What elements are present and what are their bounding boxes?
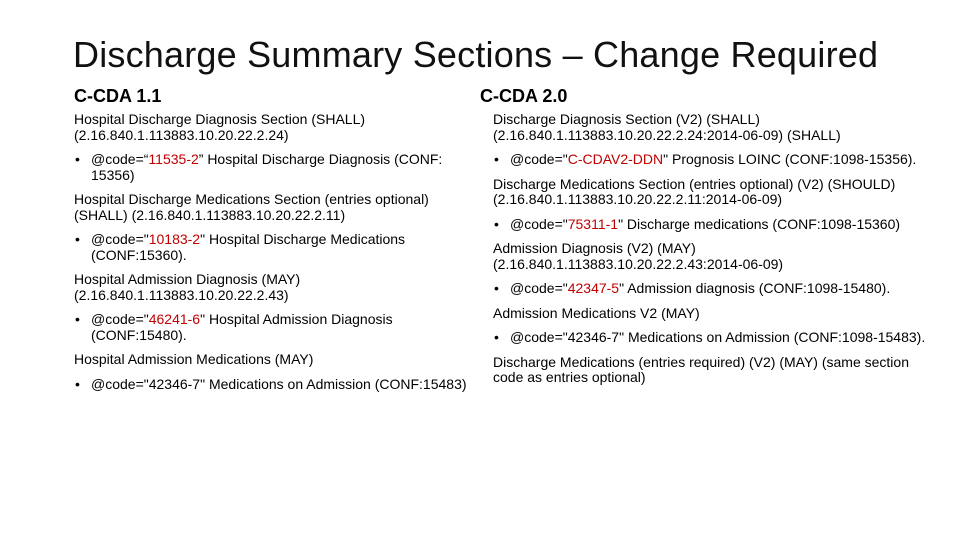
section-title: Hospital Admission Medications (MAY) [74, 351, 314, 367]
loinc-code: 75311-1 [567, 215, 619, 232]
bullet-text-post: " Hospital Admission Diagnosis (CONF:15480). [91, 311, 393, 343]
bullet-text-pre: @code="42346-7" Medications on Admission (CONF:15483) [91, 375, 467, 392]
section-title: Admission Medications V2 (MAY) [493, 304, 700, 321]
section-title: Hospital Admission Diagnosis (MAY) (2.16.840.1.113883.10.20.22.2.43) [74, 271, 301, 303]
bullet-icon: • [75, 151, 80, 167]
section-title: Hospital Discharge Medications Section (entries optional) (SHALL) (2.16.840.1.113883.10.20.22.2.11) [74, 191, 429, 223]
slide-title: Discharge Summary Sections – Change Required [73, 34, 879, 75]
bullet-text-pre: @code=" [91, 231, 149, 247]
bullet-icon: • [494, 280, 499, 296]
code-bullet [493, 217, 933, 233]
section-title: Discharge Medications Section (entries optional) (V2) (SHOULD) (2.16.840.1.113883.10.20.22.2.11:2014-06-09) [493, 175, 896, 207]
bullet-text-pre: @code=" [510, 280, 568, 296]
bullet-icon: • [75, 231, 80, 247]
code-bullet [74, 232, 474, 263]
section-title: Discharge Medications (entries required) (V2) (MAY) (same section code as entries optional) [493, 353, 909, 385]
section-title: Hospital Discharge Diagnosis Section (SHALL) (2.16.840.1.113883.10.20.22.2.24) [74, 111, 366, 143]
bullet-icon: • [494, 151, 499, 167]
section-title: Discharge Diagnosis Section (V2) (SHALL) (2.16.840.1.113883.10.20.22.2.24:2014-06-09) (SHALL) [493, 111, 841, 143]
loinc-code: 10183-2 [148, 231, 201, 247]
bullet-text-post: " Prognosis LOINC (CONF:1098-15356). [663, 151, 917, 167]
bullet-icon: • [494, 329, 499, 345]
code-bullet [493, 330, 933, 346]
section-title: Admission Diagnosis (V2) (MAY) (2.16.840.1.113883.10.20.22.2.43:2014-06-09) [493, 240, 784, 272]
loinc-code: 11535-2 [148, 151, 199, 167]
bullet-text-post: " Discharge medications (CONF:1098-15360) [618, 215, 901, 232]
loinc-code: 46241-6 [148, 311, 201, 327]
bullet-icon: • [494, 215, 499, 232]
bullet-text-pre: @code=" [91, 311, 149, 327]
bullet-text-pre: @code=" [510, 215, 568, 232]
bullet-text-pre: @code=" [510, 151, 568, 167]
left-column-heading: C-CDA 1.1 [74, 86, 162, 106]
bullet-icon: • [75, 311, 80, 327]
left-column [74, 112, 474, 401]
right-column [493, 112, 933, 395]
code-bullet [493, 281, 933, 297]
right-column-heading: C-CDA 2.0 [480, 86, 568, 106]
code-bullet [493, 152, 933, 168]
loinc-code: C-CDAV2-DDN [567, 151, 664, 167]
bullet-text-pre: @code="42346-7" Medications on Admission (CONF:1098-15483). [510, 329, 926, 345]
loinc-code: 42347-5 [567, 280, 620, 296]
code-bullet [74, 312, 474, 343]
code-bullet [74, 377, 474, 393]
bullet-text-post: ” Hospital Discharge Diagnosis (CONF: 15356) [91, 151, 443, 183]
bullet-text-post: " Hospital Discharge Medications (CONF:15360). [91, 231, 406, 263]
code-bullet [74, 152, 474, 183]
bullet-icon: • [75, 375, 80, 392]
bullet-text-post: " Admission diagnosis (CONF:1098-15480). [619, 280, 891, 296]
bullet-text-pre: @code=“ [91, 151, 149, 167]
